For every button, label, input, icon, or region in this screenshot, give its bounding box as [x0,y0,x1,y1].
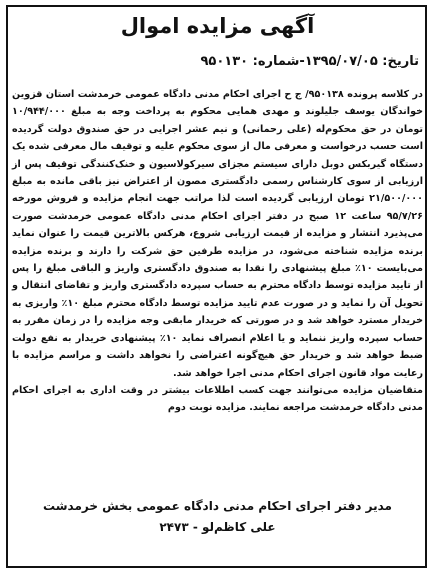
signature-office: مدیر دفتر اجرای احکام مدنی دادگاه عمومی بخش خرمدشت [43,499,392,513]
notice-dateline: تاریخ: ۱۳۹۵/۰۷/۰۵-شماره: ۹۵۰۱۳۰ [200,54,419,69]
notice-body [12,86,423,417]
notice-signature [0,496,435,538]
notice-title: آگهی مزایده اموال [120,14,315,38]
notice-body-paragraph: در کلاسه پرونده ۹۵۰۱۳۸/ ج ح اجرای احکام مدنی دادگاه عمومی خرمدشت استان قزوین خواندگان یوسف جلیلوند و مهدی همایی محکوم به پرداخت وجه به مبلغ ۱۰/۹۴۴/۰۰۰ تومان در حق محکوم‌له (علی رحمانی) و نیم عشر اجرایی در حق صندوق دولت گردیده است حسب درخواست و معرفی مال از سوی محکوم علیه و توقیف مال معرفی شده یک دستگاه گیربکس دوبل دارای سیستم مجزای سیرکولاسیون و خنک‌کنندگی توقیف پس از ارزیابی از سوی کارشناس رسمی دادگستری مصون از اعتراض نیز باقی مانده به مبلغ ۲۱/۵۰۰/۰۰۰ تومان ارزیابی گردیده است لذا مراتب جهت انجام مزایده و فروش مورخه ۹۵/۷/۲۶ ساعت ۱۲ صبح در دفتر اجرای احکام مدنی دادگاه عمومی خرمدشت صورت می‌پذیرد انتشار و مزایده از قیمت ارزیابی شروع، هرکس بالاترین قیمت را عنوان نماید برنده مزایده شناخته می‌شود، در مزایده طرفین حق شرکت را دارند و برنده مزایده می‌بایست ۱۰٪ مبلغ پیشنهادی را نقدا به صندوق دادگستری واریز و الباقی مبلغ را پس از تایید مزایده توسط دادگاه محترم به حساب سپرده دادگستری واریز و تقاضای انتقال و تحویل آن را نماید و در صورت عدم تایید مزایده توسط دادگاه محترم مبلغ ۱۰٪ واریزی به خریدار مسترد خواهد شد و در صورتی که خریدار مابقی وجه مزایده را در زمان مقرر به حساب سپرده واریز ننماید و یا اعلام انصراف نماید ۱۰٪ پیشنهادی خریدار به نفع دولت ضبط خواهد شد و خریدار حق هیچ‌گونه اعتراضی را نخواهد داشت و مراسم مزایده با رعایت مواد قانون اجرای احکام مدنی اجرا خواهد شد. [12,89,423,379]
notice-body-paragraph-2: متقاضیان مزایده می‌توانند جهت کسب اطلاعات بیشتر در وقت اداری به اجرای احکام مدنی دادگاه خرمدشت مراجعه نمایند. مزایده نوبت دوم [12,384,423,414]
signature-name: علی کاظم‌لو - ۲۴۷۳ [159,520,276,534]
